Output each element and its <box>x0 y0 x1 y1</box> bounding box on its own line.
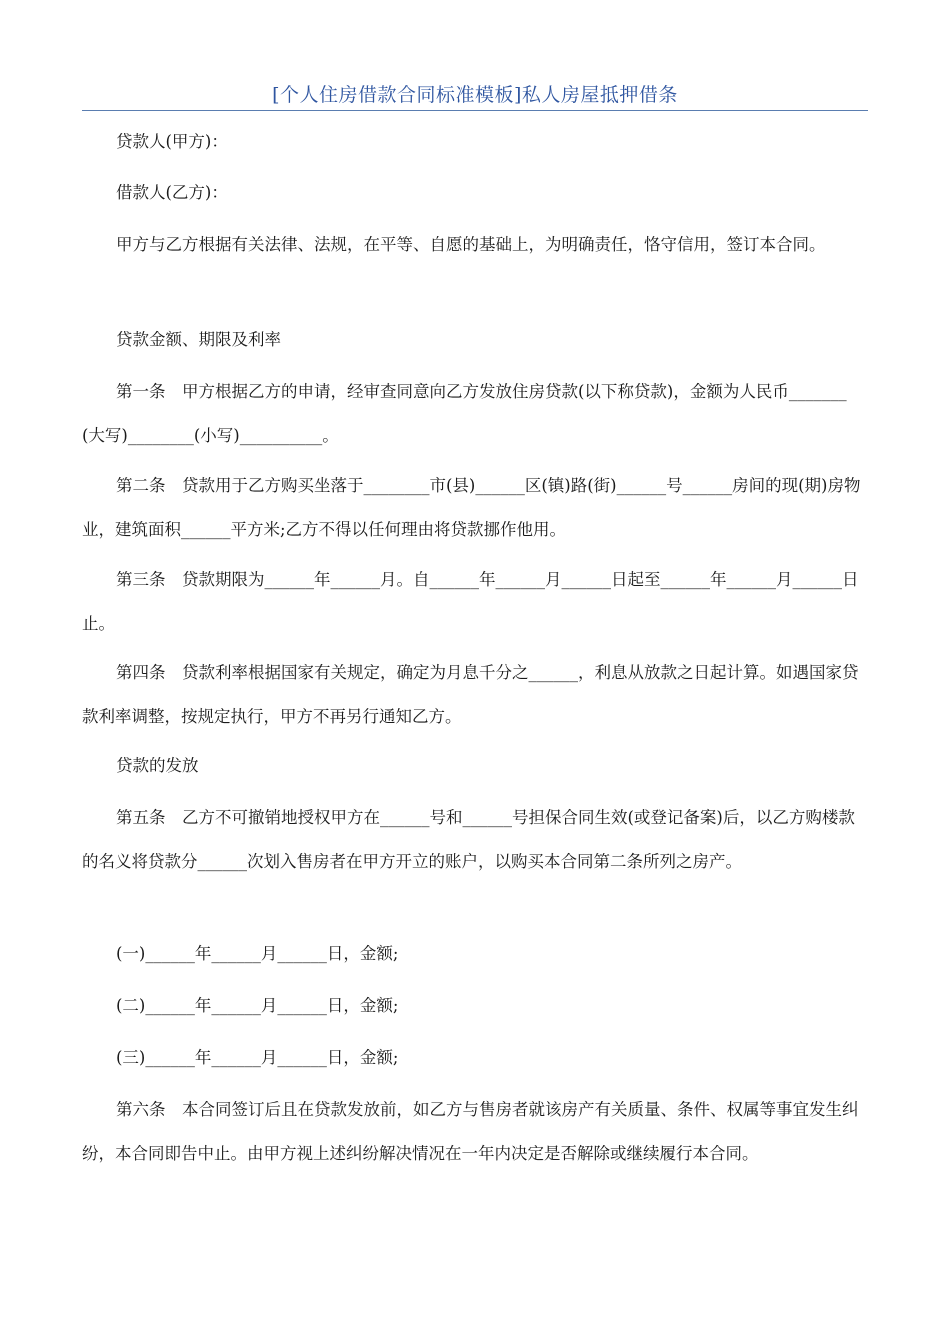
page-header <box>82 82 868 111</box>
borrower-line: 借款人(乙方)： <box>116 183 228 202</box>
document-title: [个人住房借款合同标准模板]私人房屋抵押借条 <box>272 84 678 106</box>
section-heading-amount-term-rate: 贷款金额、期限及利率 <box>116 330 281 349</box>
article-6: 第六条 本合同签订后且在贷款发放前，如乙方与售房者就该房产有关质量、条件、权属等事宜发生纠纷，本合同即告中止。由甲方视上述纠纷解决情况在一年内决定是否解除或继续履行本合同。 <box>82 1100 859 1163</box>
article-5: 第五条 乙方不可撤销地授权甲方在______号和______号担保合同生效(或登记备案)后，以乙方购楼款的名义将贷款分______次划入售房者在甲方开立的账户，以购买本合同第二条所列之房产。 <box>82 808 855 871</box>
section-heading-disbursement: 贷款的发放 <box>116 756 199 775</box>
article-2: 第二条 贷款用于乙方购买坐落于________市(县)______区(镇)路(街)______号______房间的现(期)房物业，建筑面积______平方米;乙方不得以任何理由将贷款挪作他用。 <box>82 476 861 539</box>
installment-1: (一)______年______月______日，金额; <box>116 944 399 963</box>
article-1: 第一条 甲方根据乙方的申请，经审查同意向乙方发放住房贷款(以下称贷款)，金额为人民币_______(大写)________(小写)__________。 <box>82 382 847 445</box>
article-3: 第三条 贷款期限为______年______月。自______年______月______日起至______年______月______日止。 <box>82 570 859 633</box>
preamble-paragraph: 甲方与乙方根据有关法律、法规，在平等、自愿的基础上，为明确责任，恪守信用，签订本合同。 <box>116 235 826 254</box>
lender-line: 贷款人(甲方)： <box>116 132 228 151</box>
article-4: 第四条 贷款利率根据国家有关规定，确定为月息千分之______，利息从放款之日起计算。如遇国家贷款利率调整，按规定执行，甲方不再另行通知乙方。 <box>82 663 859 726</box>
installment-3: (三)______年______月______日，金额; <box>116 1048 399 1067</box>
installment-2: (二)______年______月______日，金额; <box>116 996 399 1015</box>
